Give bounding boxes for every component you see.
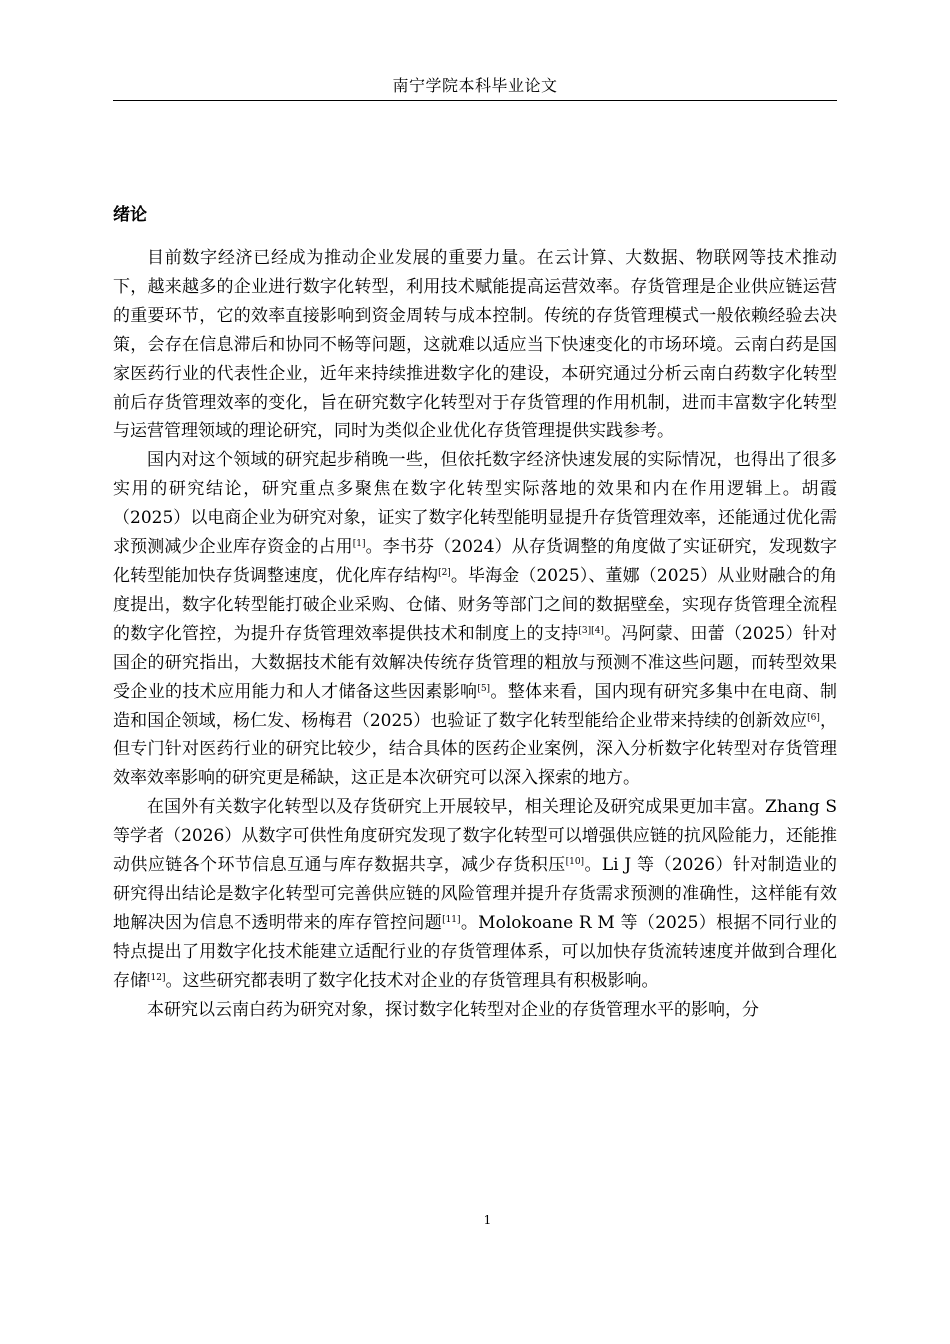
paragraph-text: 。Li J 等（2026）针对制造业的研究得出结论是数字化转型可完善供应链的风险管理并提升存货需求预测的准确性，这样能有效地解决因为信息不透明带来的库存管控问题 [113, 855, 837, 933]
paragraph-text: ，但专门针对医药行业的研究比较少，结合具体的医药企业案例，深入分析数字化转型对存货管理效率效率影响的研究更是稀缺，这正是本次研究可以深入探索的地方。 [113, 710, 837, 789]
paragraph-text: 。这些研究都表明了数字化技术对企业的存货管理具有积极影响。 [165, 970, 659, 991]
page-number: 1 [483, 1213, 492, 1227]
header-rule [113, 100, 837, 101]
citation-marker: [10] [565, 857, 585, 868]
paragraph-2 [113, 446, 837, 793]
paragraph-text: 。毕海金（2025）、董娜（2025）从业财融合的角度提出，数字化转型能打破企业采购、仓储、财务等部门之间的数据壁垒，实现存货管理全流程的数字化管控，为提升存货管理效率提供技术和制度上的支持 [113, 565, 838, 644]
paragraph-text: 。整体来看，国内现有研究多集中在电商、制造和国企领域，杨仁发、杨梅君（2025）也验证了数字化转型能给企业带来持续的创新效应 [113, 681, 838, 731]
paragraph-text: 。冯阿蒙、田蕾（2025）针对国企的研究指出，大数据技术能有效解决传统存货管理的粗放与预测不准这些问题，而转型效果受企业的技术应用能力和人才储备这些因素影响 [113, 623, 838, 702]
running-header: 南宁学院本科毕业论文 [392, 76, 558, 95]
paragraph-text: 目前数字经济已经成为推动企业发展的重要力量。在云计算、大数据、物联网等技术推动下，越来越多的企业进行数字化转型，利用技术赋能提高运营效率。存货管理是企业供应链运营的重要环节，它的效率直接影响到资金周转与成本控制。传统的存货管理模式一般依赖经验去决策，会存在信息滞后和协同不畅等问题，这就难以适应当下快速变化的市场环境。云南白药是国家医药行业的代表性企业，近年来持续推进数字化的建设，本研究通过分析云南白药数字化转型前后存货管理效率的变化，旨在研究数字化转型对于存货管理的作用机制，进而丰富数字化转型与运营管理领域的理论研究，同时为类似企业优化存货管理提供实践参考。 [113, 248, 837, 442]
citation-marker: [5] [477, 683, 491, 694]
paragraph-text: 在国外有关数字化转型以及存货研究上开展较早，相关理论及研究成果更加丰富。Zhang S 等学者（2026）从数字可供性角度研究发现了数字化转型可以增强供应链的抗风险能力，还能推动供应链各个环节信息互通与库存数据共享，减少存货积压 [113, 797, 837, 876]
citation-marker: [1] [352, 539, 366, 550]
section-heading: 绪论 [113, 205, 147, 225]
citation-marker: [11] [442, 914, 461, 925]
paragraph-3 [113, 793, 837, 995]
body-text [113, 244, 837, 1024]
paragraph-text: 。Molokoane R M 等（2025）根据不同行业的特点提出了用数字化技术能建立适配行业的存货管理体系，可以加快存货流转速度并做到合理化存储 [113, 912, 837, 991]
paragraph-text: 。李书芬（2024）从存货调整的角度做了实证研究，发现数字化转型能加快存货调整速度，优化库存结构 [113, 537, 838, 586]
paragraph-text: 本研究以云南白药为研究对象，探讨数字化转型对企业的存货管理水平的影响，分 [147, 999, 759, 1020]
paragraph-text: 国内对这个领域的研究起步稍晚一些，但依托数字经济快速发展的实际情况，也得出了很多实用的研究结论，研究重点多聚焦在数字化转型实际落地的效果和内在作用逻辑上。胡霞（2025）以电商企业为研究对象，证实了数字化转型能明显提升存货管理效率，还能通过优化需求预测减少企业库存资金的占用 [113, 450, 837, 558]
citation-marker: [12] [147, 972, 166, 983]
paragraph-1 [113, 244, 837, 446]
citation-marker: [3] [578, 625, 592, 636]
citation-marker: [4] [591, 625, 604, 636]
paragraph-4 [113, 996, 837, 1025]
citation-marker: [6] [807, 712, 820, 723]
citation-marker: [2] [438, 567, 451, 578]
